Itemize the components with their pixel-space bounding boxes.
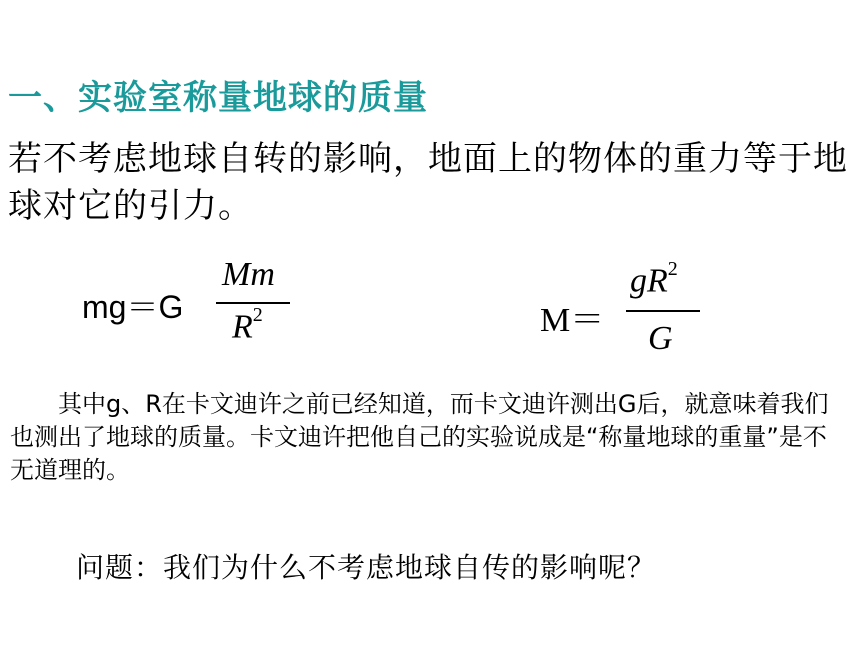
question-text: 问题：我们为什么不考虑地球自传的影响呢？ (76, 551, 657, 584)
gravity-formula-numerator: Mm (222, 256, 275, 293)
gravity-formula-denominator (232, 304, 263, 346)
mass-formula-lhs: M＝ (540, 302, 605, 339)
denominator-base: R (232, 308, 253, 346)
gravity-formula-fraction (216, 256, 292, 356)
numerator-base: gR (630, 262, 668, 300)
explanation-paragraph: 其中g、R在卡文迪许之前已经知道，而卡文迪许测出G后，就意味着我们也测出了地球的质量。卡文迪许把他自己的实验说成是“称量地球的重量”是不无道理的。 (10, 390, 829, 484)
denominator-exponent: 2 (252, 304, 263, 326)
mass-formula-numerator (630, 258, 678, 300)
mass-formula-fraction (626, 258, 706, 362)
intro-paragraph: 若不考虑地球自转的影响，地面上的物体的重力等于地球对它的引力。 (8, 139, 848, 226)
section-heading: 一、实验室称量地球的质量 (8, 78, 428, 118)
gravity-formula-lhs: mg＝G (82, 289, 184, 325)
mass-formula-denominator: G (648, 320, 673, 357)
fraction-bar (626, 310, 700, 312)
numerator-exponent: 2 (667, 258, 678, 280)
